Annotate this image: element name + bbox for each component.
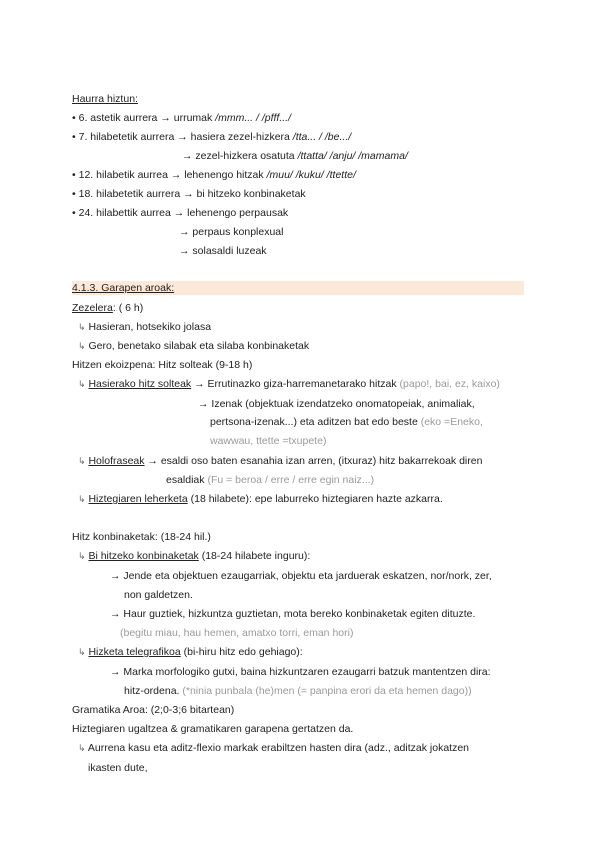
list-item: esaldiak (Fu = beroa / erre / erre egin naiz...) <box>166 474 375 486</box>
sub-arrow-icon: ↳ <box>78 380 86 390</box>
list-item: → Jende eta objektuen ezaugarriak, objektu eta jarduerak eskatzen, nor/nork, zer, <box>110 570 492 582</box>
list-item: → Marka morfologiko gutxi, baina hizkuntzaren ezaugarri batzuk mantentzen dira: <box>110 666 491 678</box>
list-item: • 18. hilabetetik aurrera → bi hitzeko konbinaketak <box>72 188 306 200</box>
list-item: ↳ Hizketa telegrafikoa (bi-hiru hitz edo gehiago): <box>78 646 303 658</box>
bullet: • <box>72 169 76 181</box>
sub-arrow-icon: ↳ <box>78 495 86 505</box>
list-item: ↳ Holofraseak → esaldi oso baten esanahia izan arren, (itxuraz) hitz bakarrekoak diren <box>78 455 483 467</box>
bullet: • <box>72 207 76 219</box>
list-item: non galdetzen. <box>124 589 193 601</box>
paragraph: Hiztegiaren ugaltzea & gramatikaren garapena gertatzen da. <box>72 723 354 735</box>
list-item: → perpaus konplexual <box>179 226 284 238</box>
bullet: • <box>72 112 76 124</box>
list-item: → zezel-hizkera osatuta /ttatta/ /anju/ /mamama/ <box>182 150 408 162</box>
list-item: • 6. astetik aurrera → urrumak /mmm... / /pfff.../ <box>72 112 291 124</box>
gramatika-aroa-title: Gramatika Aroa: (2;0-3;6 bitartean) <box>72 704 235 716</box>
list-item: ↳ Hiztegiaren leherketa (18 hilabete): epe laburreko hiztegiaren hazte azkarra. <box>78 493 443 505</box>
bullet: • <box>72 131 76 143</box>
list-item: → Haur guztiek, hizkuntza guztietan, mota bereko konbinaketak egiten dituzte. <box>110 608 476 620</box>
list-item: → Izenak (objektuak izendatzeko onomatopeiak, animaliak, <box>198 398 475 410</box>
list-item: hitz-ordena. (*ninia punbala (he)men (= panpina erori da eta hemen dago)) <box>124 685 472 697</box>
section-title-haurra-hiztun: Haurra hiztun: <box>72 93 138 105</box>
hitz-konbinaketak-title: Hitz konbinaketak: (18-24 hil.) <box>72 531 211 543</box>
hitzen-ekoizpena-title: Hitzen ekoizpena: Hitz solteak (9-18 h) <box>72 359 253 371</box>
list-item: • 24. hilabettik aurrea → lehenengo perpausak <box>72 207 289 219</box>
list-item: (begitu miau, hau hemen, amatxo torri, eman hori) <box>120 627 354 639</box>
section-heading: 4.1.3. Garapen aroak: <box>72 282 175 294</box>
list-item: • 7. hilabetetik aurrera → hasiera zezel-hizkera /tta... / /be.../ <box>72 131 352 143</box>
list-item: → solasaldi luzeak <box>179 245 267 257</box>
list-item: • 12. hilabetik aurrea → lehenengo hitzak /muu/ /kuku/ /ttette/ <box>72 169 356 181</box>
list-item: ↳ Aurrena kasu eta aditz-flexio markak erabiltzen hasten dira (adz., aditzak jokatzen <box>78 742 470 754</box>
sub-arrow-icon: ↳ <box>78 342 86 352</box>
list-item: ikasten dute, <box>88 762 148 774</box>
list-item: ↳ Bi hitzeko konbinaketak (18-24 hilabete inguru): <box>78 550 311 562</box>
list-item: ↳ Hasierako hitz solteak → Errutinazko giza-harremanetarako hitzak (papo!, bai, ez, kaixo) <box>78 378 500 390</box>
zezelera-title: Zezelera: ( 6 h) <box>72 302 144 314</box>
bullet: • <box>72 188 76 200</box>
sub-arrow-icon: ↳ <box>78 648 86 658</box>
sub-arrow-icon: ↳ <box>78 457 86 467</box>
list-item: pertsona-izenak...) eta aditzen bat edo beste (eko =Eneko, <box>210 416 483 428</box>
sub-arrow-icon: ↳ <box>78 323 86 333</box>
list-item: wawwau, ttette =txupete) <box>210 435 327 447</box>
sub-arrow-icon: ↳ <box>78 744 86 754</box>
list-item: ↳ Gero, benetako silabak eta silaba konbinaketak <box>78 340 310 352</box>
list-item: ↳ Hasieran, hotsekiko jolasa <box>78 321 212 333</box>
sub-arrow-icon: ↳ <box>78 552 86 562</box>
